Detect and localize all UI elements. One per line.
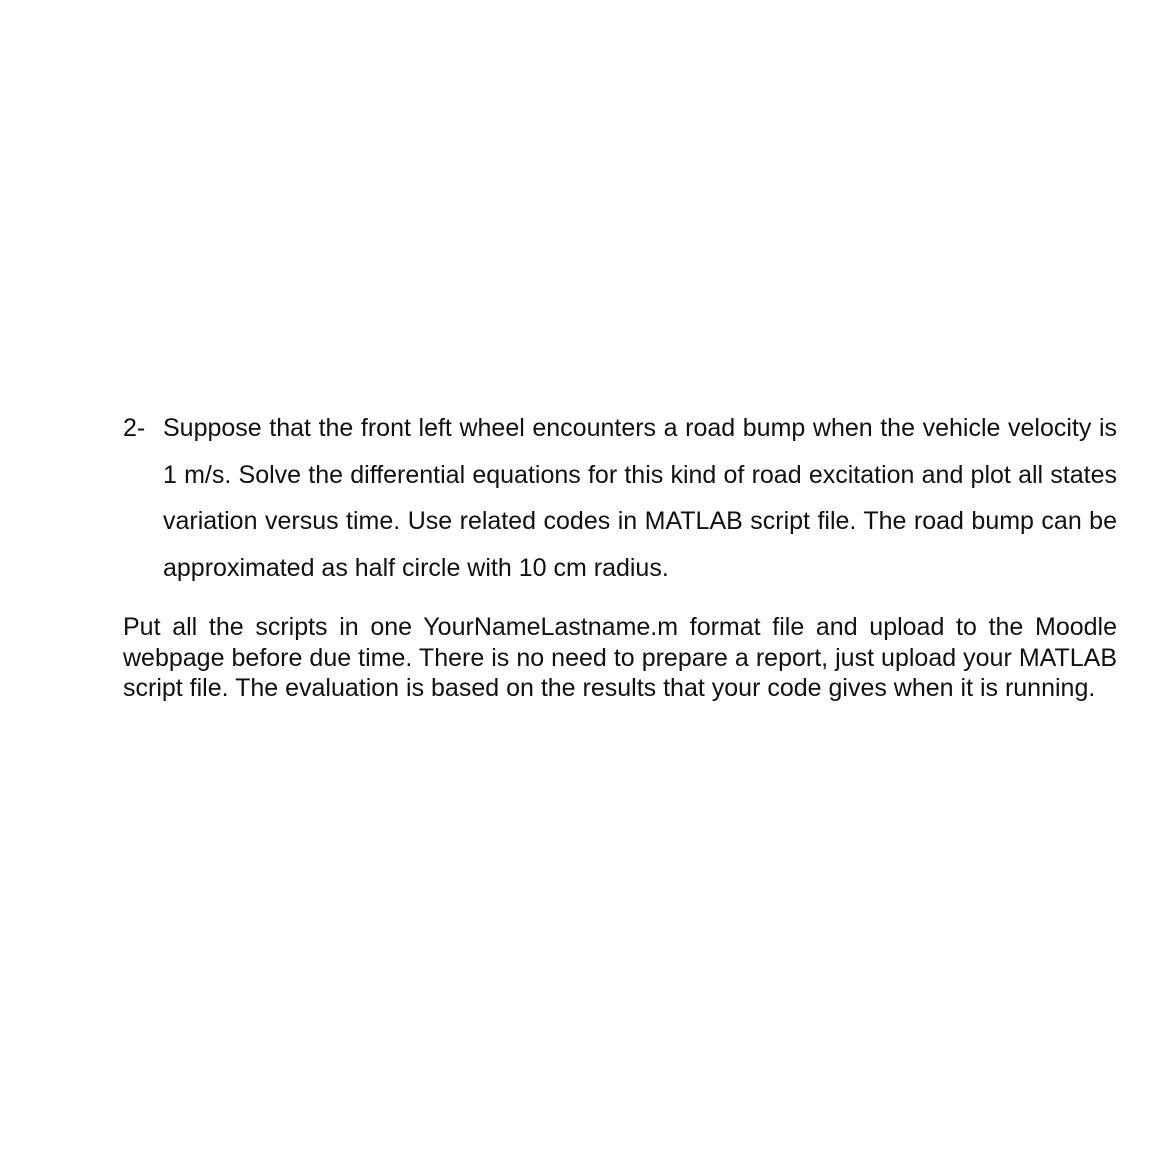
submission-instructions: Put all the scripts in one YourNameLastname.m format file and upload to the Moodle webpage before due time. There is no need to prepare a report, just upload your MATLAB script file. The evaluation is based on the results that your code gives when it is running. — [123, 613, 1117, 702]
question-item — [123, 405, 1117, 591]
question-text: Suppose that the front left wheel encounters a road bump when the vehicle velocity is 1 m/s. Solve the differential equations for this kind of road excitation and plot all states variation versus time. Use related codes in MATLAB script file. The road bump can be approximated as half circle with 10 cm radius. — [163, 414, 1117, 582]
question-number: 2- — [123, 414, 146, 442]
